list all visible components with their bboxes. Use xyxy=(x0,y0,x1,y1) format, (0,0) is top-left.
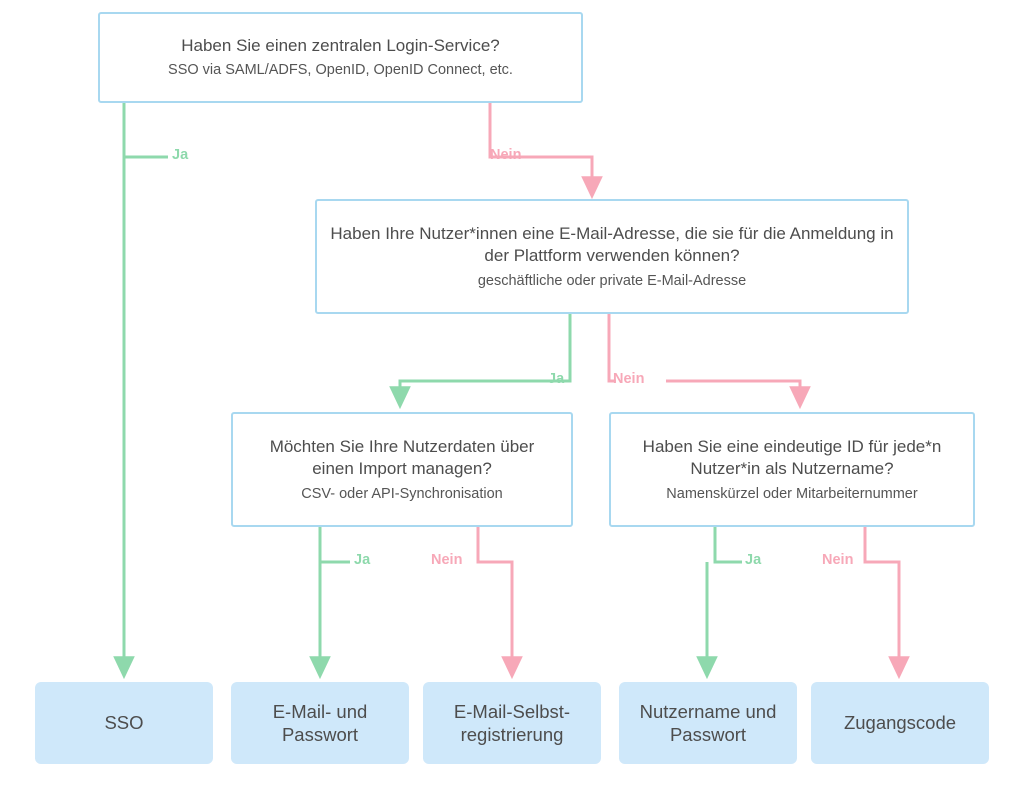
node-subtitle: Namenskürzel oder Mitarbeiternummer xyxy=(666,485,918,502)
edge-q2-q3-yes xyxy=(400,314,570,398)
node-result-sso[interactable] xyxy=(35,682,213,764)
node-question-central-login[interactable] xyxy=(98,12,583,103)
node-title: Haben Ihre Nutzer*innen eine E-Mail-Adresse, die sie für die Anmeldung in der Plattform verwenden können? xyxy=(330,223,894,266)
edge-q1-q2-no xyxy=(490,103,592,188)
edge-label-q3-no: Nein xyxy=(431,552,463,568)
node-subtitle: SSO via SAML/ADFS, OpenID, OpenID Connect, etc. xyxy=(168,62,513,79)
node-subtitle: geschäftliche oder private E-Mail-Adresse xyxy=(477,272,747,289)
edge-label-q4-no: Nein xyxy=(822,552,854,568)
node-result-email-self-registration[interactable] xyxy=(423,682,601,764)
node-subtitle: CSV- oder API-Synchronisation xyxy=(301,485,503,502)
result-label: E-Mail- und Passwort xyxy=(272,700,368,745)
edge-q4-r5-no xyxy=(865,527,899,668)
result-label: Zugangscode xyxy=(843,712,957,734)
node-question-import-management[interactable] xyxy=(231,412,573,527)
result-label: E-Mail-Selbst-registrierung xyxy=(453,700,571,745)
node-title: Haben Sie eine eindeutige ID für jede*n Nutzer*in als Nutzername? xyxy=(642,436,942,479)
node-result-access-code[interactable] xyxy=(811,682,989,764)
edge-label-q1-yes: Ja xyxy=(172,147,189,163)
node-question-unique-id[interactable] xyxy=(609,412,975,527)
node-result-username-password[interactable] xyxy=(619,682,797,764)
result-label: Nutzername und Passwort xyxy=(639,700,777,745)
edge-q3-r3-no xyxy=(478,527,512,668)
edge-q3-r2-yes xyxy=(320,527,350,668)
edge-label-q2-no: Nein xyxy=(613,371,645,387)
edge-label-q4-yes: Ja xyxy=(745,552,762,568)
edge-q1-sso-yes xyxy=(124,103,168,668)
node-title: Haben Sie einen zentralen Login-Service? xyxy=(181,35,500,55)
result-label: SSO xyxy=(104,712,144,734)
node-result-email-password[interactable] xyxy=(231,682,409,764)
edge-label-q2-yes: Ja xyxy=(548,371,565,387)
edge-label-q3-yes: Ja xyxy=(354,552,371,568)
node-title: Möchten Sie Ihre Nutzerdaten über einen Import managen? xyxy=(269,436,535,479)
edge-q4-r4-yes xyxy=(707,527,742,668)
node-question-email-address[interactable] xyxy=(315,199,909,314)
edge-label-q1-no: Nein xyxy=(490,147,522,163)
